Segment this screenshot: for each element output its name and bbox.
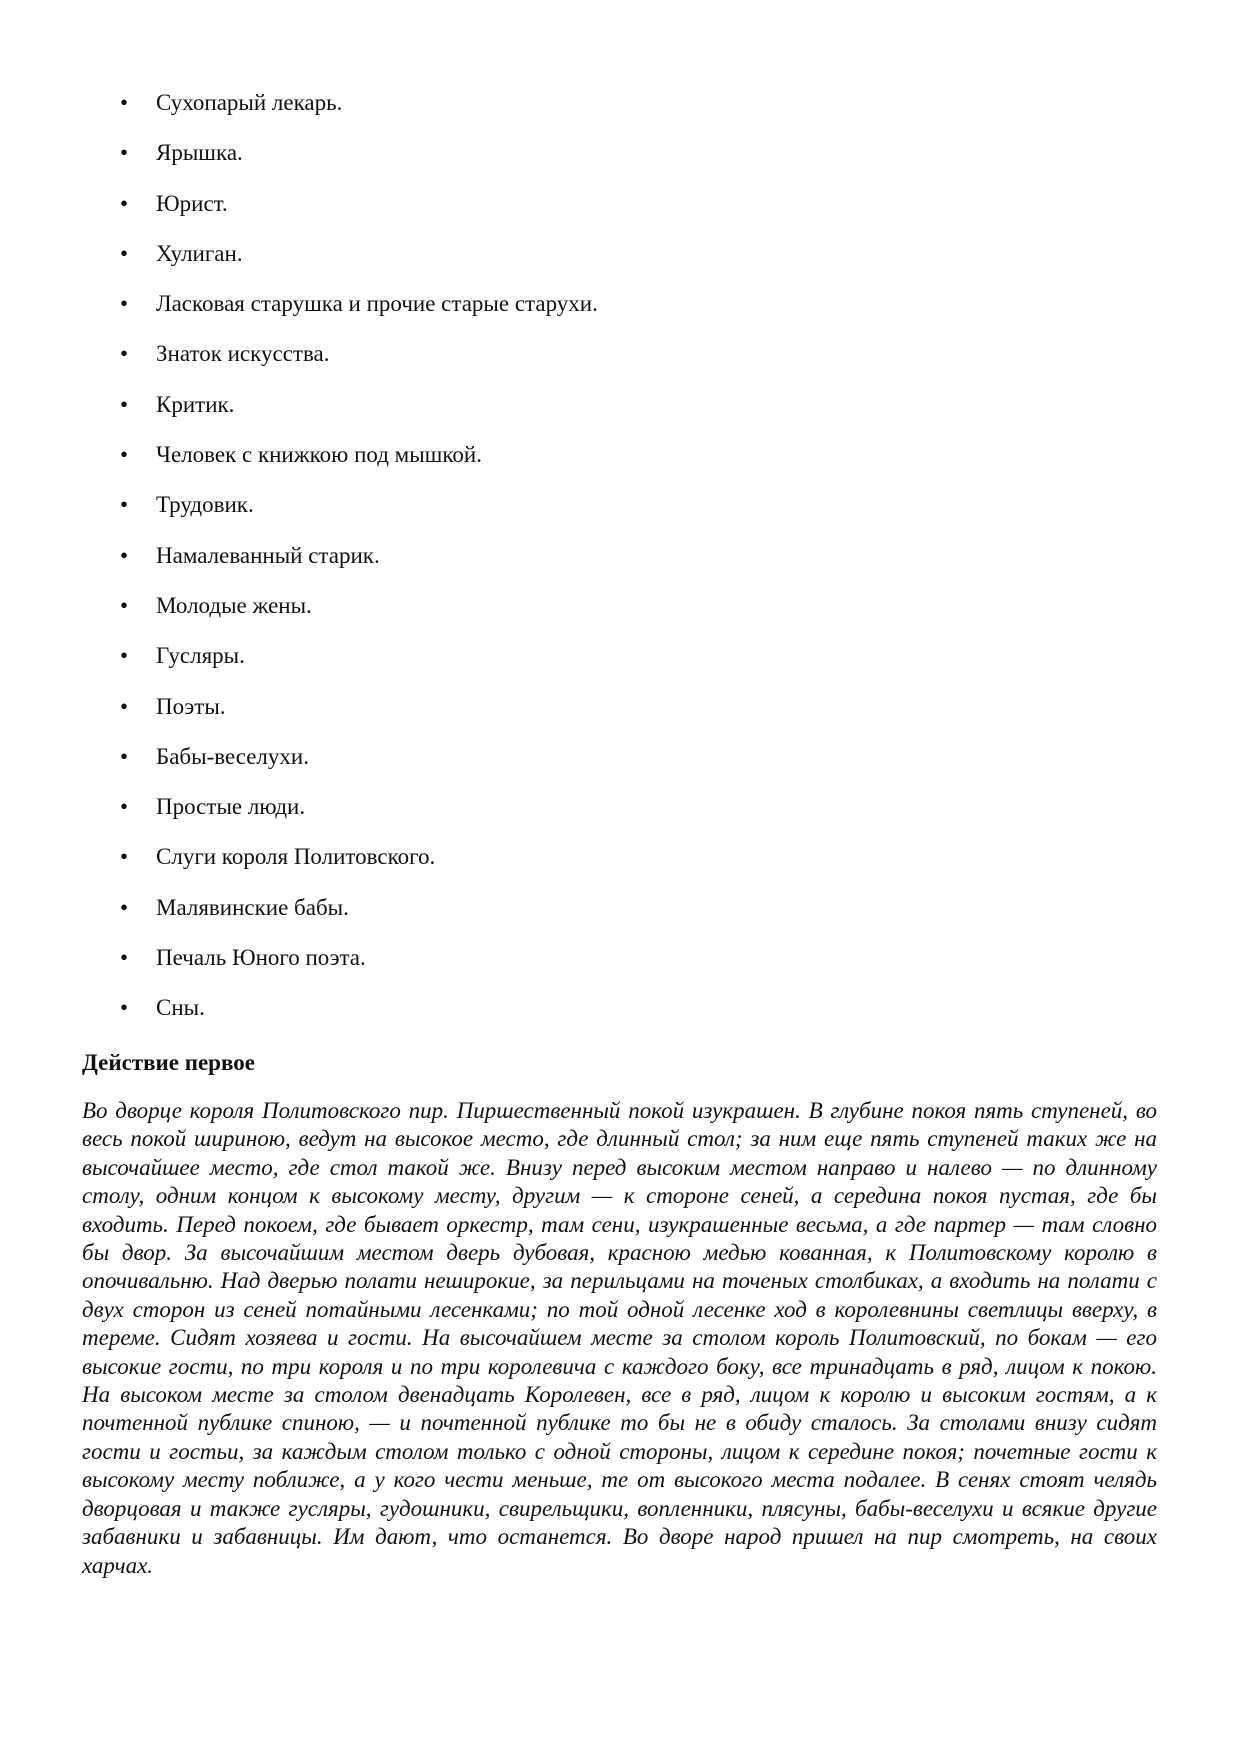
list-item-text: Слуги короля Политовского. — [156, 844, 436, 870]
bullet-icon: • — [120, 341, 129, 367]
bullet-icon: • — [120, 291, 129, 317]
list-item-text: Молодые жены. — [156, 592, 312, 618]
list-item — [0, 490, 1242, 540]
list-item-text: Хулиган. — [156, 240, 243, 266]
list-item-text: Малявинские бабы. — [156, 894, 349, 920]
list-item-text: Юрист. — [156, 190, 228, 216]
list-item — [0, 339, 1242, 389]
list-item — [0, 440, 1242, 490]
list-item-text: Простые люди. — [156, 794, 306, 820]
list-item — [0, 239, 1242, 289]
bullet-icon: • — [120, 995, 129, 1021]
bullet-icon: • — [120, 240, 129, 266]
list-item — [0, 138, 1242, 188]
list-item — [0, 289, 1242, 339]
bullet-icon: • — [120, 492, 129, 518]
list-item-text: Знаток искусства. — [156, 341, 330, 367]
list-item — [0, 641, 1242, 691]
bullet-icon: • — [120, 844, 129, 870]
list-item — [0, 792, 1242, 842]
bullet-icon: • — [120, 693, 129, 719]
list-item-text: Бабы-веселухи. — [156, 743, 309, 769]
list-item-text: Ярышка. — [156, 140, 243, 166]
list-item-text: Поэты. — [156, 693, 226, 719]
list-item — [0, 88, 1242, 138]
list-item-text: Критик. — [156, 391, 235, 417]
list-item — [0, 541, 1242, 591]
list-item-text: Сны. — [156, 995, 205, 1021]
list-item — [0, 390, 1242, 440]
list-item — [0, 993, 1242, 1043]
list-item — [0, 692, 1242, 742]
list-item-text: Гусляры. — [156, 643, 245, 669]
list-item-text: Печаль Юного поэта. — [156, 945, 366, 971]
bullet-icon: • — [120, 542, 129, 568]
bullet-icon: • — [120, 743, 129, 769]
bullet-icon: • — [120, 391, 129, 417]
list-item-text: Человек с книжкою под мышкой. — [156, 442, 482, 468]
list-item — [0, 591, 1242, 641]
bullet-icon: • — [120, 794, 129, 820]
bullet-icon: • — [120, 140, 129, 166]
bullet-icon: • — [120, 592, 129, 618]
stage-direction-paragraph: Во дворце короля Политовского пир. Пиршественный покой изукрашен. В глубине покоя пять ступеней, во весь покой шириною, ведут на высокое место, где длинный стол; за ним еще пять ступеней таких же на высочайшее место, где стол такой же. Внизу перед высоким местом направо и налево — по длинному столу, одним концом к высокому месту, другим — к стороне сеней, а середина покоя пустая, где бы входить. Перед покоем, где бывает оркестр, там сени, изукрашенные весьма, а где партер — там словно бы двор. За высочайшим местом дверь дубовая, красною медью кованная, к Политовскому королю в опочивальню. Над дверью полати неширокие, за перильцами на точеных столбиках, а входить на полати с двух сторон из сеней потайными лесенками; по той одной лесенке ход в королевнины светлицы вверху, в тереме. Сидят хозяева и гости. На высочайшем месте за столом король Политовский, по бокам — его высокие гости, по три короля и по три королевича с каждого боку, все тринадцать в ряд, лицом к покою. На высоком месте за столом двенадцать Королевен, все в ряд, лицом к королю и высоким гостям, а к почтенной публике спиною, — и почтенной публике то бы не в обиду сталось. За столами внизу сидят гости и гостьи, за каждым столом только с одной стороны, лицом к середине покоя; почетные гости к высокому месту поближе, а у кого чести меньше, те от высокого места подалее. В сенях стоят челядь дворцовая и также гусляры, гудошники, свирельщики, вопленники, плясуны, бабы-веселухи и всякие другие забавники и забавницы. Им дают, что останется. Во дворе народ пришел на пир смотреть, на своих харчах. — [82, 1098, 1157, 1578]
list-item — [0, 742, 1242, 792]
list-item-text: Сухопарый лекарь. — [156, 90, 343, 115]
bullet-icon: • — [120, 643, 129, 669]
bullet-icon: • — [120, 190, 129, 216]
bullet-icon: • — [120, 90, 129, 115]
bullet-icon: • — [120, 442, 129, 468]
list-item-text: Ласковая старушка и прочие старые старухи. — [156, 291, 598, 317]
list-item — [0, 943, 1242, 993]
character-list — [0, 88, 1242, 1044]
bullet-icon: • — [120, 894, 129, 920]
list-item — [0, 189, 1242, 239]
list-item — [0, 893, 1242, 943]
bullet-icon: • — [120, 945, 129, 971]
list-item — [0, 842, 1242, 892]
section-heading: Действие первое — [82, 1050, 255, 1075]
list-item-text: Намалеванный старик. — [156, 542, 380, 568]
list-item-text: Трудовик. — [156, 492, 254, 518]
